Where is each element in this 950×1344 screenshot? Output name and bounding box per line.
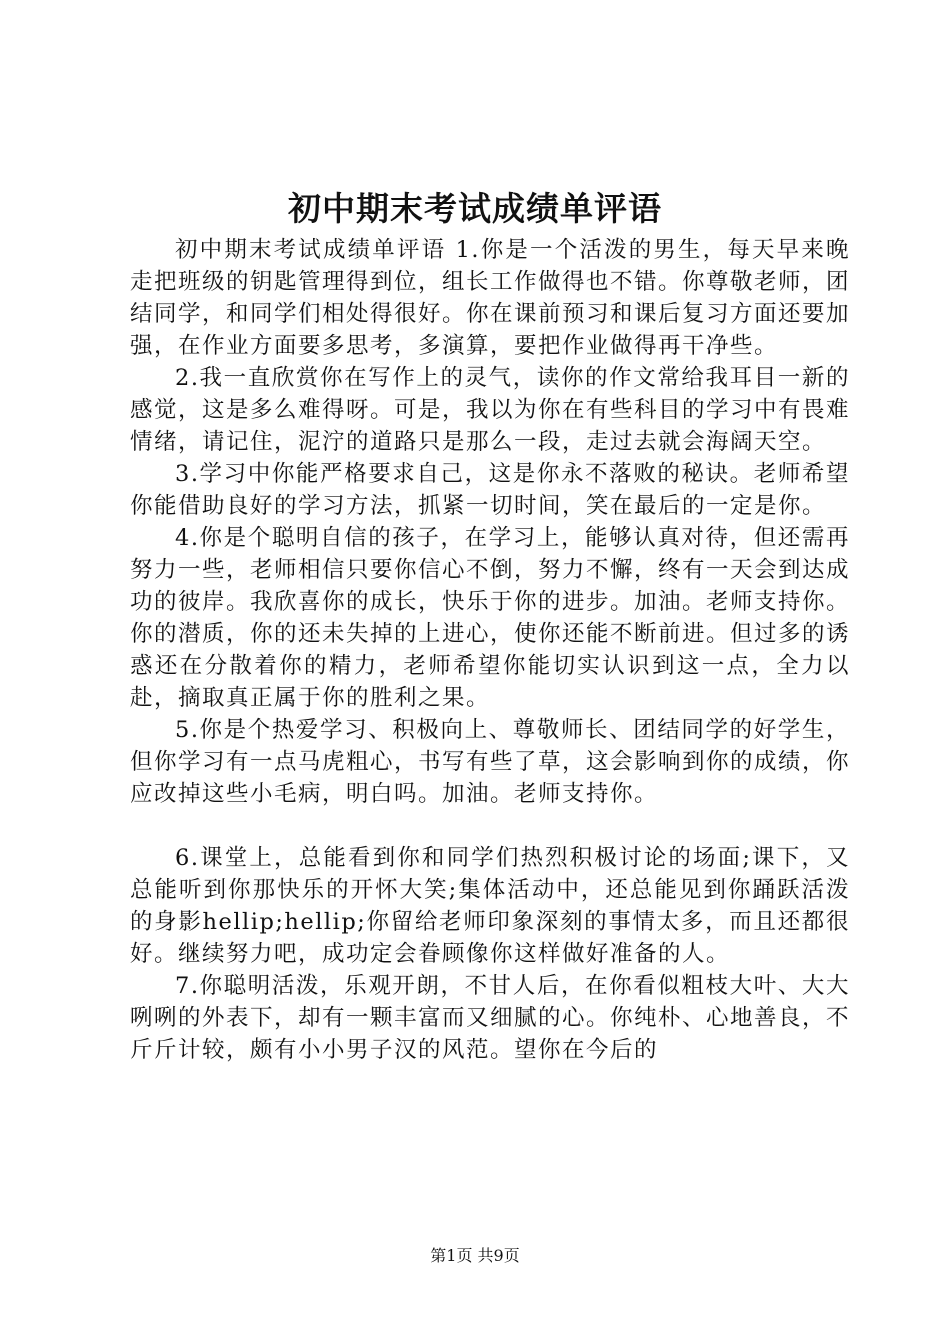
paragraph-4: 4.你是个聪明自信的孩子，在学习上，能够认真对待，但还需再努力一些，老师相信只要你信心不倒，努力不懈，终有一天会到达成功的彼岸。我欣喜你的成长，快乐于你的进步。加油。老师支持你。你的潜质，你的还未失掉的上进心，使你还能不断前进。但过多的诱惑还在分散着你的精力，老师希望你能切实认识到这一点，全力以赴，摘取真正属于你的胜利之果。 [130, 525, 851, 711]
paragraph-5: 5.你是个热爱学习、积极向上、尊敬师长、团结同学的好学生，但你学习有一点马虎粗心，书写有些了草，这会影响到你的成绩，你应改掉这些小毛病，明白吗。加油。老师支持你。 [130, 717, 851, 807]
paragraph-7: 7.你聪明活泼，乐观开朗，不甘人后，在你看似粗枝大叶、大大咧咧的外表下，却有一颗丰富而又细腻的心。你纯朴、心地善良，不斤斤计较，颇有小小男子汉的风范。望你在今后的 [130, 973, 851, 1063]
page-footer: 第1页 共9页 [430, 1246, 520, 1265]
paragraph-3: 3.学习中你能严格要求自己，这是你永不落败的秘诀。老师希望你能借助良好的学习方法，抓紧一切时间，笑在最后的一定是你。 [130, 461, 850, 519]
paragraph-6: 6.课堂上，总能看到你和同学们热烈积极讨论的场面;课下，又总能听到你那快乐的开怀大笑;集体活动中，还总能见到你踊跃活泼的身影hellip;hellip;你留给老师印象深刻的事情太多，而且还都很好。继续努力吧，成功定会眷顾像你这样做好准备的人。 [130, 845, 850, 967]
paragraph-1: 初中期末考试成绩单评语 1.你是一个活泼的男生，每天早来晚走把班级的钥匙管理得到位，组长工作做得也不错。你尊敬老师，团结同学，和同学们相处得很好。你在课前预习和课后复习方面还要加强，在作业方面要多思考，多演算，要把作业做得再干净些。 [130, 237, 851, 359]
document-title: 初中期末考试成绩单评语 [288, 189, 662, 228]
document-body [130, 234, 850, 1066]
paragraph-gap [130, 810, 850, 842]
paragraph-2: 2.我一直欣赏你在写作上的灵气，读你的作文常给我耳目一新的感觉，这是多么难得呀。可是，我以为你在有些科目的学习中有畏难情绪，请记住，泥泞的道路只是那么一段，走过去就会海阔天空。 [130, 365, 851, 455]
